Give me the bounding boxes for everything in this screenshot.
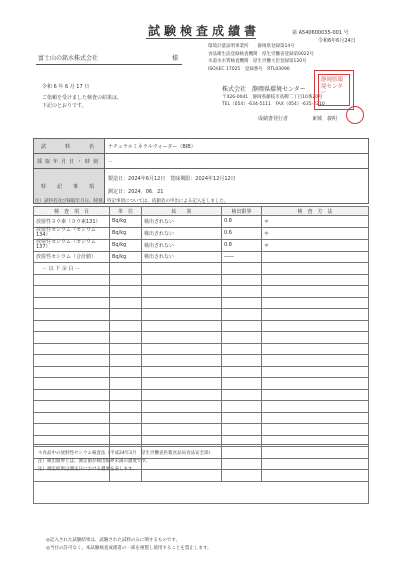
info-label: 採取年月日・時刻 xyxy=(34,154,105,169)
info-value: － xyxy=(105,154,369,169)
method-cell: ＊ xyxy=(262,216,369,228)
input-note: 注）試料名及び採取年月日、時刻、特記事項については、依頼者の申出による記入をしました。 xyxy=(35,199,229,204)
item-cell: 放射性セシウム（セシウム134） xyxy=(34,227,110,239)
method-cell: ＊ xyxy=(262,227,369,239)
bottom-note-2: ◎当社の許可なく、本試験検査成績書の一部を複製し使用することを禁止します。 xyxy=(46,546,212,551)
col-header-method: 検 査 方 法 xyxy=(262,207,369,216)
empty-row xyxy=(34,412,369,424)
registration-line: 食品衛生法登録検査機関 厚生労働省登録第0022号 xyxy=(208,51,314,57)
item-cell: 放射性セシウム（合計値） xyxy=(34,251,110,263)
footnote-measure: 注）測定結果は測定日における濃度を表します。 xyxy=(38,467,137,472)
blank-marker: － 以 下 余 白 － xyxy=(34,263,110,275)
empty-row xyxy=(34,332,369,344)
table-row xyxy=(34,239,369,251)
result-cell: 検出されない xyxy=(142,227,222,239)
intro-line-2: 下記のとおりです。 xyxy=(42,103,87,109)
item-cell: 放射性ヨウ素（ヨウ素131） xyxy=(34,216,110,228)
table-row xyxy=(34,251,369,263)
intro-line-1: ご依頼を受けました検査の結果は、 xyxy=(42,95,123,101)
result-cell: 検出されない xyxy=(142,216,222,228)
empty-row xyxy=(34,274,369,286)
empty-row xyxy=(34,320,369,332)
report-date: 令和 6 年 6 月 17 日 xyxy=(42,84,90,90)
signer-seal xyxy=(346,106,364,124)
registration-line: 水道水水質検査機関 厚生労働大臣登録第120号 xyxy=(208,59,307,64)
limit-cell: 0.8 xyxy=(222,239,262,251)
company-phone: TEL（054）-634-5111 FAX（054）-635-2210 xyxy=(222,102,325,107)
empty-row xyxy=(34,378,369,390)
info-row xyxy=(34,139,369,154)
company-address: 〒426-0041 静岡県藤枝市高柳二丁目10番20号 xyxy=(222,95,323,100)
info-value: ナチュラルミネラルウォーター（BIB） xyxy=(105,139,369,154)
unit-cell: Bq/kg xyxy=(110,251,142,263)
recipient-underline xyxy=(36,64,182,65)
col-header-item: 検 査 項 目 xyxy=(34,207,110,216)
company-seal xyxy=(314,70,354,110)
empty-row xyxy=(34,366,369,378)
result-cell: 検出されない xyxy=(142,251,222,263)
limit-cell: ―― xyxy=(222,251,262,263)
recipient-suffix: 様 xyxy=(172,55,179,62)
empty-row xyxy=(34,355,369,367)
special-notes: 製造日：2024年6月12日 賞味期限：2024年12月12日 xyxy=(108,176,236,182)
measure-date: 測定日：2024．06．21 xyxy=(108,189,164,195)
bottom-note-1: ◎記入された試験結果は、試験された試料のみに関するものです。 xyxy=(46,538,181,543)
unit-cell: Bq/kg xyxy=(110,239,142,251)
signer-label: 成績書発行者 xyxy=(258,116,289,122)
document-number: 第 A540600035-001 号 xyxy=(292,30,349,36)
item-cell: 放射性セシウム（セシウム137） xyxy=(34,239,110,251)
results-table xyxy=(33,206,369,482)
result-cell: 検出されない xyxy=(142,239,222,251)
footnote-method: ＊食品中の放射性セシウム検査法（平成24年3月 厚生労働省医薬食品局食品安全部） xyxy=(38,451,214,456)
sample-info-table xyxy=(33,138,369,204)
footnote-box xyxy=(33,444,369,504)
registration-line: 環境計量証明事業所 静岡県登録第14号 xyxy=(208,44,295,49)
title-underline xyxy=(146,38,256,39)
company-name: 株式会社 静岡県環境センター xyxy=(222,86,306,93)
empty-row xyxy=(34,424,369,436)
registration-list xyxy=(208,44,314,72)
method-cell: ＊ xyxy=(262,239,369,251)
registration-line: ISO/IEC 17025 登録番号 RTL03090 xyxy=(208,66,290,72)
signer-name: 東城 義明 xyxy=(312,116,338,122)
table-row xyxy=(34,227,369,239)
footnote-limit: 注）検出限界とは、測定値が検出限界未満の濃度です。 xyxy=(38,459,151,464)
info-row xyxy=(34,154,369,169)
empty-row xyxy=(34,297,369,309)
document-title: 試験検査成績書 xyxy=(148,24,261,38)
col-header-unit: 単 位 xyxy=(110,207,142,216)
seal-text: 静岡県環境センター xyxy=(321,77,344,96)
results-header-row xyxy=(34,207,369,216)
empty-row xyxy=(34,401,369,413)
table-row xyxy=(34,263,369,275)
method-cell xyxy=(262,251,369,263)
limit-cell: 0.6 xyxy=(222,227,262,239)
col-header-limit: 検出限界 xyxy=(222,207,262,216)
empty-row xyxy=(34,343,369,355)
empty-row xyxy=(34,389,369,401)
info-label: 試 料 名 xyxy=(34,139,105,154)
unit-cell: Bq/kg xyxy=(110,227,142,239)
empty-row xyxy=(34,309,369,321)
document-date: 令和6年6月24日 xyxy=(318,38,356,44)
limit-cell: 0.8 xyxy=(222,216,262,228)
table-row xyxy=(34,216,369,228)
empty-row xyxy=(34,286,369,298)
info-label: 特 記 事 項 xyxy=(34,169,105,204)
unit-cell: Bq/kg xyxy=(110,216,142,228)
col-header-result: 結 果 xyxy=(142,207,222,216)
recipient-name: 富士山の銘水株式会社 xyxy=(38,55,99,62)
